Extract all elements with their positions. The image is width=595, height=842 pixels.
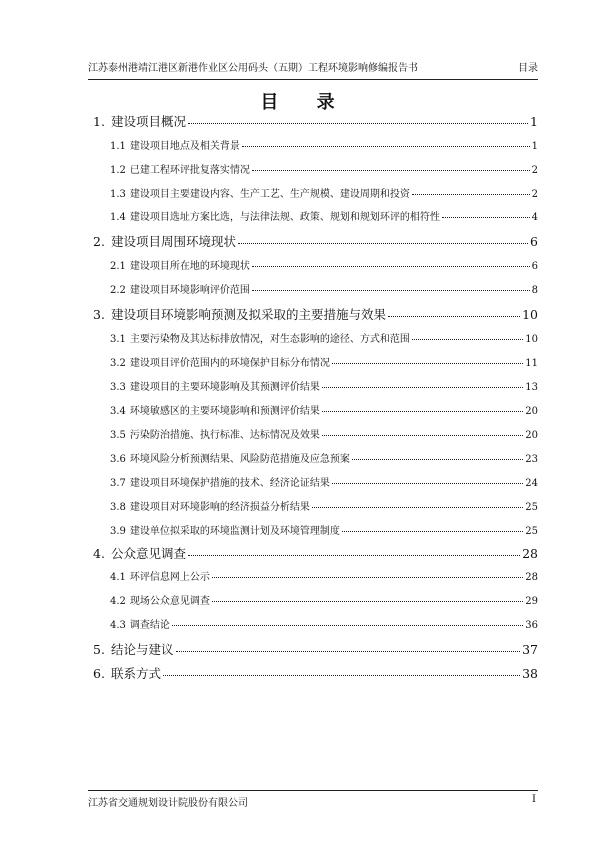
toc-entry[interactable] xyxy=(88,232,538,250)
toc-heading: 目 录 xyxy=(260,92,351,113)
dot-leader xyxy=(212,592,523,602)
toc-entry-page: 13 xyxy=(525,382,538,393)
toc-entry-label: 污染防治措施、执行标准、达标情况及效果 xyxy=(129,430,320,441)
dot-leader xyxy=(332,354,523,364)
toc-entry-number: 1.4 xyxy=(110,212,126,223)
toc-entry-label: 建设项目地点及相关背景 xyxy=(129,141,240,152)
toc-entry-number: 3.8 xyxy=(110,502,126,513)
toc-entry-page: 23 xyxy=(525,454,538,465)
dot-leader xyxy=(412,185,530,195)
toc-entry-number: 3.9 xyxy=(110,526,126,537)
toc-entry-page: 38 xyxy=(522,666,538,681)
dot-leader xyxy=(188,112,528,124)
toc-entry-label: 已建工程环评批复落实情况 xyxy=(129,165,250,176)
toc-entry[interactable] xyxy=(88,112,538,130)
toc-entry-page: 6 xyxy=(531,261,538,272)
toc-entry-page: 28 xyxy=(522,546,538,561)
dot-leader xyxy=(322,426,523,436)
toc-entry-label: 建设项目主要建设内容、生产工艺、生产规模、建设周期和投资 xyxy=(129,189,410,200)
toc-entry-page: 4 xyxy=(531,212,538,223)
toc-entry-label: 建设单位拟采取的环境监测计划及环境管理制度 xyxy=(129,526,340,537)
toc-entry-number: 2.2 xyxy=(110,285,126,296)
dot-leader xyxy=(252,257,530,267)
toc-entry-label: 建设项目环境保护措施的技术、经济论证结果 xyxy=(129,478,330,489)
dot-leader xyxy=(188,544,520,556)
toc-entry-page: 20 xyxy=(525,406,538,417)
dot-leader xyxy=(172,616,523,626)
dot-leader xyxy=(252,161,530,171)
toc-entry-label: 公众意见调查 xyxy=(111,546,187,561)
toc-entry[interactable] xyxy=(88,185,538,200)
toc-entry-number: 3.2 xyxy=(110,358,126,369)
toc-entry[interactable] xyxy=(88,330,538,345)
toc-entry[interactable] xyxy=(88,257,538,272)
toc-entry[interactable] xyxy=(88,281,538,296)
toc-entry[interactable] xyxy=(88,450,538,465)
dot-leader xyxy=(322,402,523,412)
toc-entry-number: 1.1 xyxy=(110,141,126,152)
toc-entry-number: 2. xyxy=(93,234,105,249)
dot-leader xyxy=(412,330,523,340)
toc-entry-label: 环评信息网上公示 xyxy=(129,572,210,583)
toc-entry[interactable] xyxy=(88,544,538,562)
toc-entry-page: 2 xyxy=(531,189,538,200)
organization-name: 江苏省交通规划设计院股份有限公司 xyxy=(88,798,248,809)
toc-entry-label: 建设项目环境影响评价范围 xyxy=(129,285,250,296)
toc-entry[interactable] xyxy=(88,402,538,417)
toc-entry-number: 3.4 xyxy=(110,406,126,417)
toc-entry-page: 11 xyxy=(525,358,538,369)
toc-entry[interactable] xyxy=(88,592,538,607)
toc-entry-label: 建设项目环境影响预测及拟采取的主要措施与效果 xyxy=(111,307,387,322)
toc-entry[interactable] xyxy=(88,161,538,176)
dot-leader xyxy=(442,208,530,218)
toc-entry[interactable] xyxy=(88,522,538,537)
toc-entry-number: 3.6 xyxy=(110,454,126,465)
toc-entry-page: 2 xyxy=(531,165,538,176)
dot-leader xyxy=(252,281,530,291)
toc-entry[interactable] xyxy=(88,664,538,682)
dot-leader xyxy=(388,305,520,317)
toc-entry-label: 建设项目概况 xyxy=(111,114,187,129)
toc-entry-number: 2.1 xyxy=(110,261,126,272)
toc-entry[interactable] xyxy=(88,378,538,393)
toc-entry-number: 3.5 xyxy=(110,430,126,441)
toc-entry-number: 4.2 xyxy=(110,596,126,607)
toc-entry-page: 1 xyxy=(531,141,538,152)
toc-entry-label: 结论与建议 xyxy=(111,642,174,657)
dot-leader xyxy=(163,664,520,676)
toc-entry[interactable] xyxy=(88,616,538,631)
document-title: 江苏泰州港靖江港区新港作业区公用码头（五期）工程环境影响修编报告书 xyxy=(88,63,418,74)
toc-entry-label: 建设项目对环境影响的经济损益分析结果 xyxy=(129,502,310,513)
toc-entry-page: 25 xyxy=(525,526,538,537)
dot-leader xyxy=(322,378,523,388)
toc-entry-number: 4.1 xyxy=(110,572,126,583)
toc-entry-label: 调查结论 xyxy=(129,620,170,631)
toc-entry-page: 25 xyxy=(525,502,538,513)
toc-entry-page: 28 xyxy=(525,572,538,583)
toc-entry-page: 10 xyxy=(525,334,538,345)
page-footer xyxy=(88,790,538,809)
toc-entry-label: 现场公众意见调查 xyxy=(129,596,210,607)
page-header xyxy=(88,62,538,80)
toc-entry-number: 1.3 xyxy=(110,189,126,200)
dot-leader xyxy=(238,232,528,244)
toc-entry-number: 3.3 xyxy=(110,382,126,393)
toc-entry[interactable] xyxy=(88,498,538,513)
toc-entry-page: 8 xyxy=(531,285,538,296)
toc-entry[interactable] xyxy=(88,640,538,658)
toc-entry-number: 1.2 xyxy=(110,165,126,176)
toc-entry[interactable] xyxy=(88,568,538,583)
toc-entry-label: 联系方式 xyxy=(111,666,162,681)
section-label: 目录 xyxy=(518,63,538,74)
toc-entry[interactable] xyxy=(88,426,538,441)
toc-entry-page: 20 xyxy=(525,430,538,441)
toc-entry[interactable] xyxy=(88,474,538,489)
toc-entry-number: 4. xyxy=(93,546,105,561)
dot-leader xyxy=(352,450,523,460)
toc-entry-number: 3.1 xyxy=(110,334,126,345)
toc-entry-number: 5. xyxy=(93,642,105,657)
toc-entry-page: 6 xyxy=(530,234,538,249)
toc-entry-label: 建设项目的主要环境影响及其预测评价结果 xyxy=(129,382,320,393)
toc-entry[interactable] xyxy=(88,137,538,152)
toc-entry-label: 主要污染物及其达标排放情况，对生态影响的途径、方式和范围 xyxy=(129,334,410,345)
toc-entry-number: 3. xyxy=(93,307,105,322)
toc-entry-label: 建设项目所在地的环境现状 xyxy=(129,261,250,272)
toc-entry-page: 37 xyxy=(522,642,538,657)
toc-entry-page: 1 xyxy=(530,114,538,129)
toc-entry-page: 24 xyxy=(525,478,538,489)
dot-leader xyxy=(212,568,523,578)
toc-entry-number: 1. xyxy=(93,114,105,129)
toc-entry[interactable] xyxy=(88,208,538,223)
dot-leader xyxy=(342,522,523,532)
dot-leader xyxy=(176,640,521,652)
toc-entry-page: 10 xyxy=(522,307,538,322)
toc-entry-number: 4.3 xyxy=(110,620,126,631)
toc-entry-number: 3.7 xyxy=(110,478,126,489)
toc-entry-page: 36 xyxy=(525,620,538,631)
toc-entry-number: 6. xyxy=(93,666,105,681)
toc-entry-label: 环境风险分析预测结果、风险防范措施及应急预案 xyxy=(129,454,350,465)
toc-entry-label: 建设项目周围环境现状 xyxy=(111,234,237,249)
toc-entry-label: 建设项目评价范围内的环境保护目标分布情况 xyxy=(129,358,330,369)
dot-leader xyxy=(312,498,523,508)
toc-entry[interactable] xyxy=(88,305,538,323)
toc-entry-label: 环境敏感区的主要环境影响和预测评价结果 xyxy=(129,406,320,417)
page-number: I xyxy=(532,794,536,805)
toc-entry-label: 建设项目选址方案比选，与法律法规、政策、规划和规划环评的相符性 xyxy=(129,212,440,223)
toc-entry[interactable] xyxy=(88,354,538,369)
toc-entry-page: 29 xyxy=(525,596,538,607)
dot-leader xyxy=(242,137,530,147)
dot-leader xyxy=(332,474,523,484)
